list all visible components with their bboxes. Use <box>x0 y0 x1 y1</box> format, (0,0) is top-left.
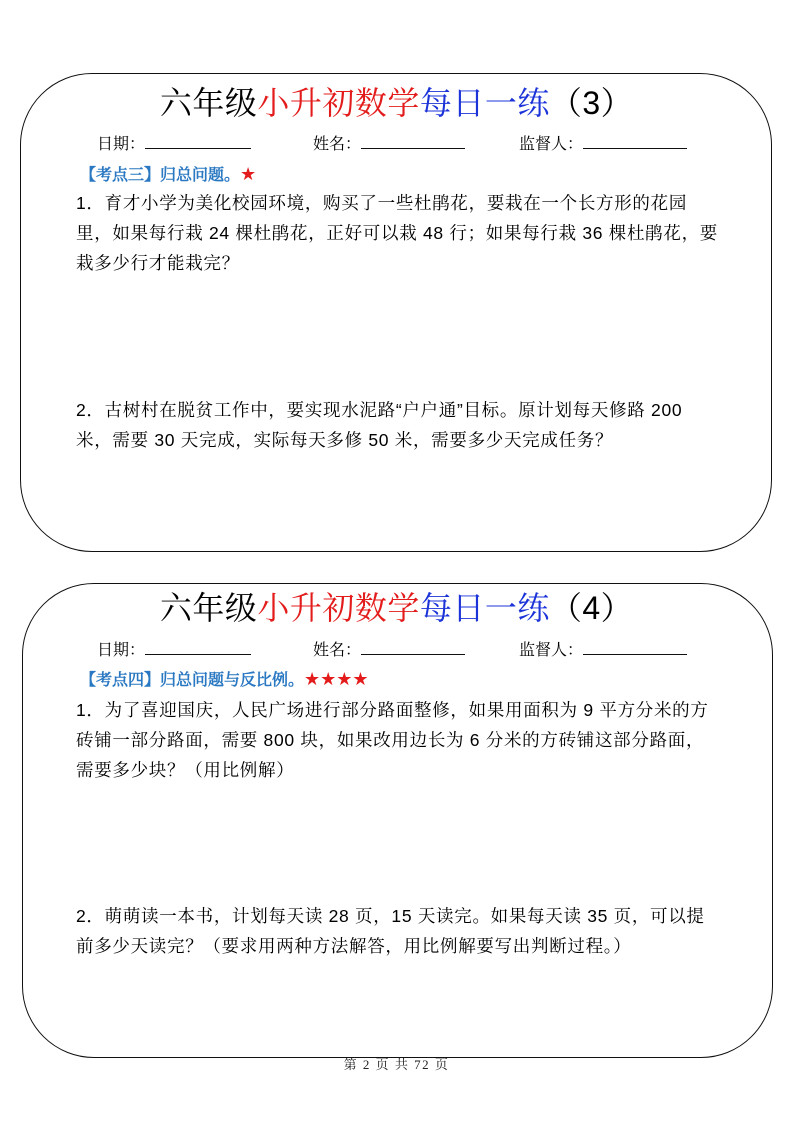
date-label: 日期： <box>97 136 146 153</box>
title-daily-practice: 每日一练 <box>419 85 550 121</box>
name-field <box>313 640 465 661</box>
difficulty-star-icon: ★★★★ <box>304 669 369 689</box>
supervisor-label: 监督人： <box>519 642 584 659</box>
question-line: 前多少天读完？（要求用两种方法解答，用比例解要写出判断过程。） <box>76 936 632 956</box>
title-number: （3） <box>549 85 634 121</box>
question-1 <box>76 695 709 785</box>
title-subject: 小升初数学 <box>257 85 420 121</box>
question-line: 1．育才小学为美化校园环境，购买了一些杜鹃花，要栽在一个长方形的花园 <box>76 193 688 213</box>
date-blank <box>145 134 251 149</box>
supervisor-blank <box>583 134 687 149</box>
question-line: 砖铺一部分路面，需要 800 块，如果改用边长为 6 分米的方砖铺这部分路面， <box>76 730 705 750</box>
title-number: （4） <box>549 590 634 626</box>
supervisor-field <box>519 640 687 661</box>
date-field <box>97 134 251 155</box>
question-line: 需要多少块？（用比例解） <box>76 760 295 780</box>
card-title <box>0 83 793 123</box>
page-footer: 第 2 页 共 72 页 <box>343 1057 450 1072</box>
topic-heading <box>80 163 256 187</box>
supervisor-field <box>519 134 687 155</box>
question-line: 里，如果每行栽 24 棵杜鹃花，正好可以栽 48 行；如果每行栽 36 棵杜鹃花，要 <box>76 223 718 243</box>
name-blank <box>361 640 465 655</box>
name-field <box>313 134 465 155</box>
date-field <box>97 640 251 661</box>
topic-text: 【考点四】归总问题与反比例。 <box>80 672 305 689</box>
title-grade: 六年级 <box>159 590 258 626</box>
card-title <box>0 588 793 628</box>
topic-text: 【考点三】归总问题。 <box>80 167 241 184</box>
question-2 <box>76 395 682 455</box>
title-subject: 小升初数学 <box>257 590 420 626</box>
topic-heading <box>80 668 369 692</box>
question-line: 1．为了喜迎国庆，人民广场进行部分路面整修，如果用面积为 9 平方分米的方 <box>76 700 709 720</box>
question-line: 2．萌萌读一本书，计划每天读 28 页，15 天读完。如果每天读 35 页，可以提 <box>76 906 705 926</box>
title-grade: 六年级 <box>159 85 258 121</box>
supervisor-blank <box>583 640 687 655</box>
question-line: 2．古树村在脱贫工作中，要实现水泥路“户户通”目标。原计划每天修路 200 <box>76 400 683 420</box>
name-blank <box>361 134 465 149</box>
name-label: 姓名： <box>313 642 362 659</box>
question-line: 米，需要 30 天完成，实际每天多修 50 米，需要多少天完成任务？ <box>76 430 614 450</box>
supervisor-label: 监督人： <box>519 136 584 153</box>
difficulty-star-icon: ★ <box>240 164 257 184</box>
name-label: 姓名： <box>313 136 362 153</box>
date-label: 日期： <box>97 642 146 659</box>
question-2 <box>76 901 705 961</box>
title-daily-practice: 每日一练 <box>419 590 550 626</box>
question-1 <box>76 188 718 278</box>
question-line: 栽多少行才能栽完？ <box>76 253 240 273</box>
date-blank <box>145 640 251 655</box>
